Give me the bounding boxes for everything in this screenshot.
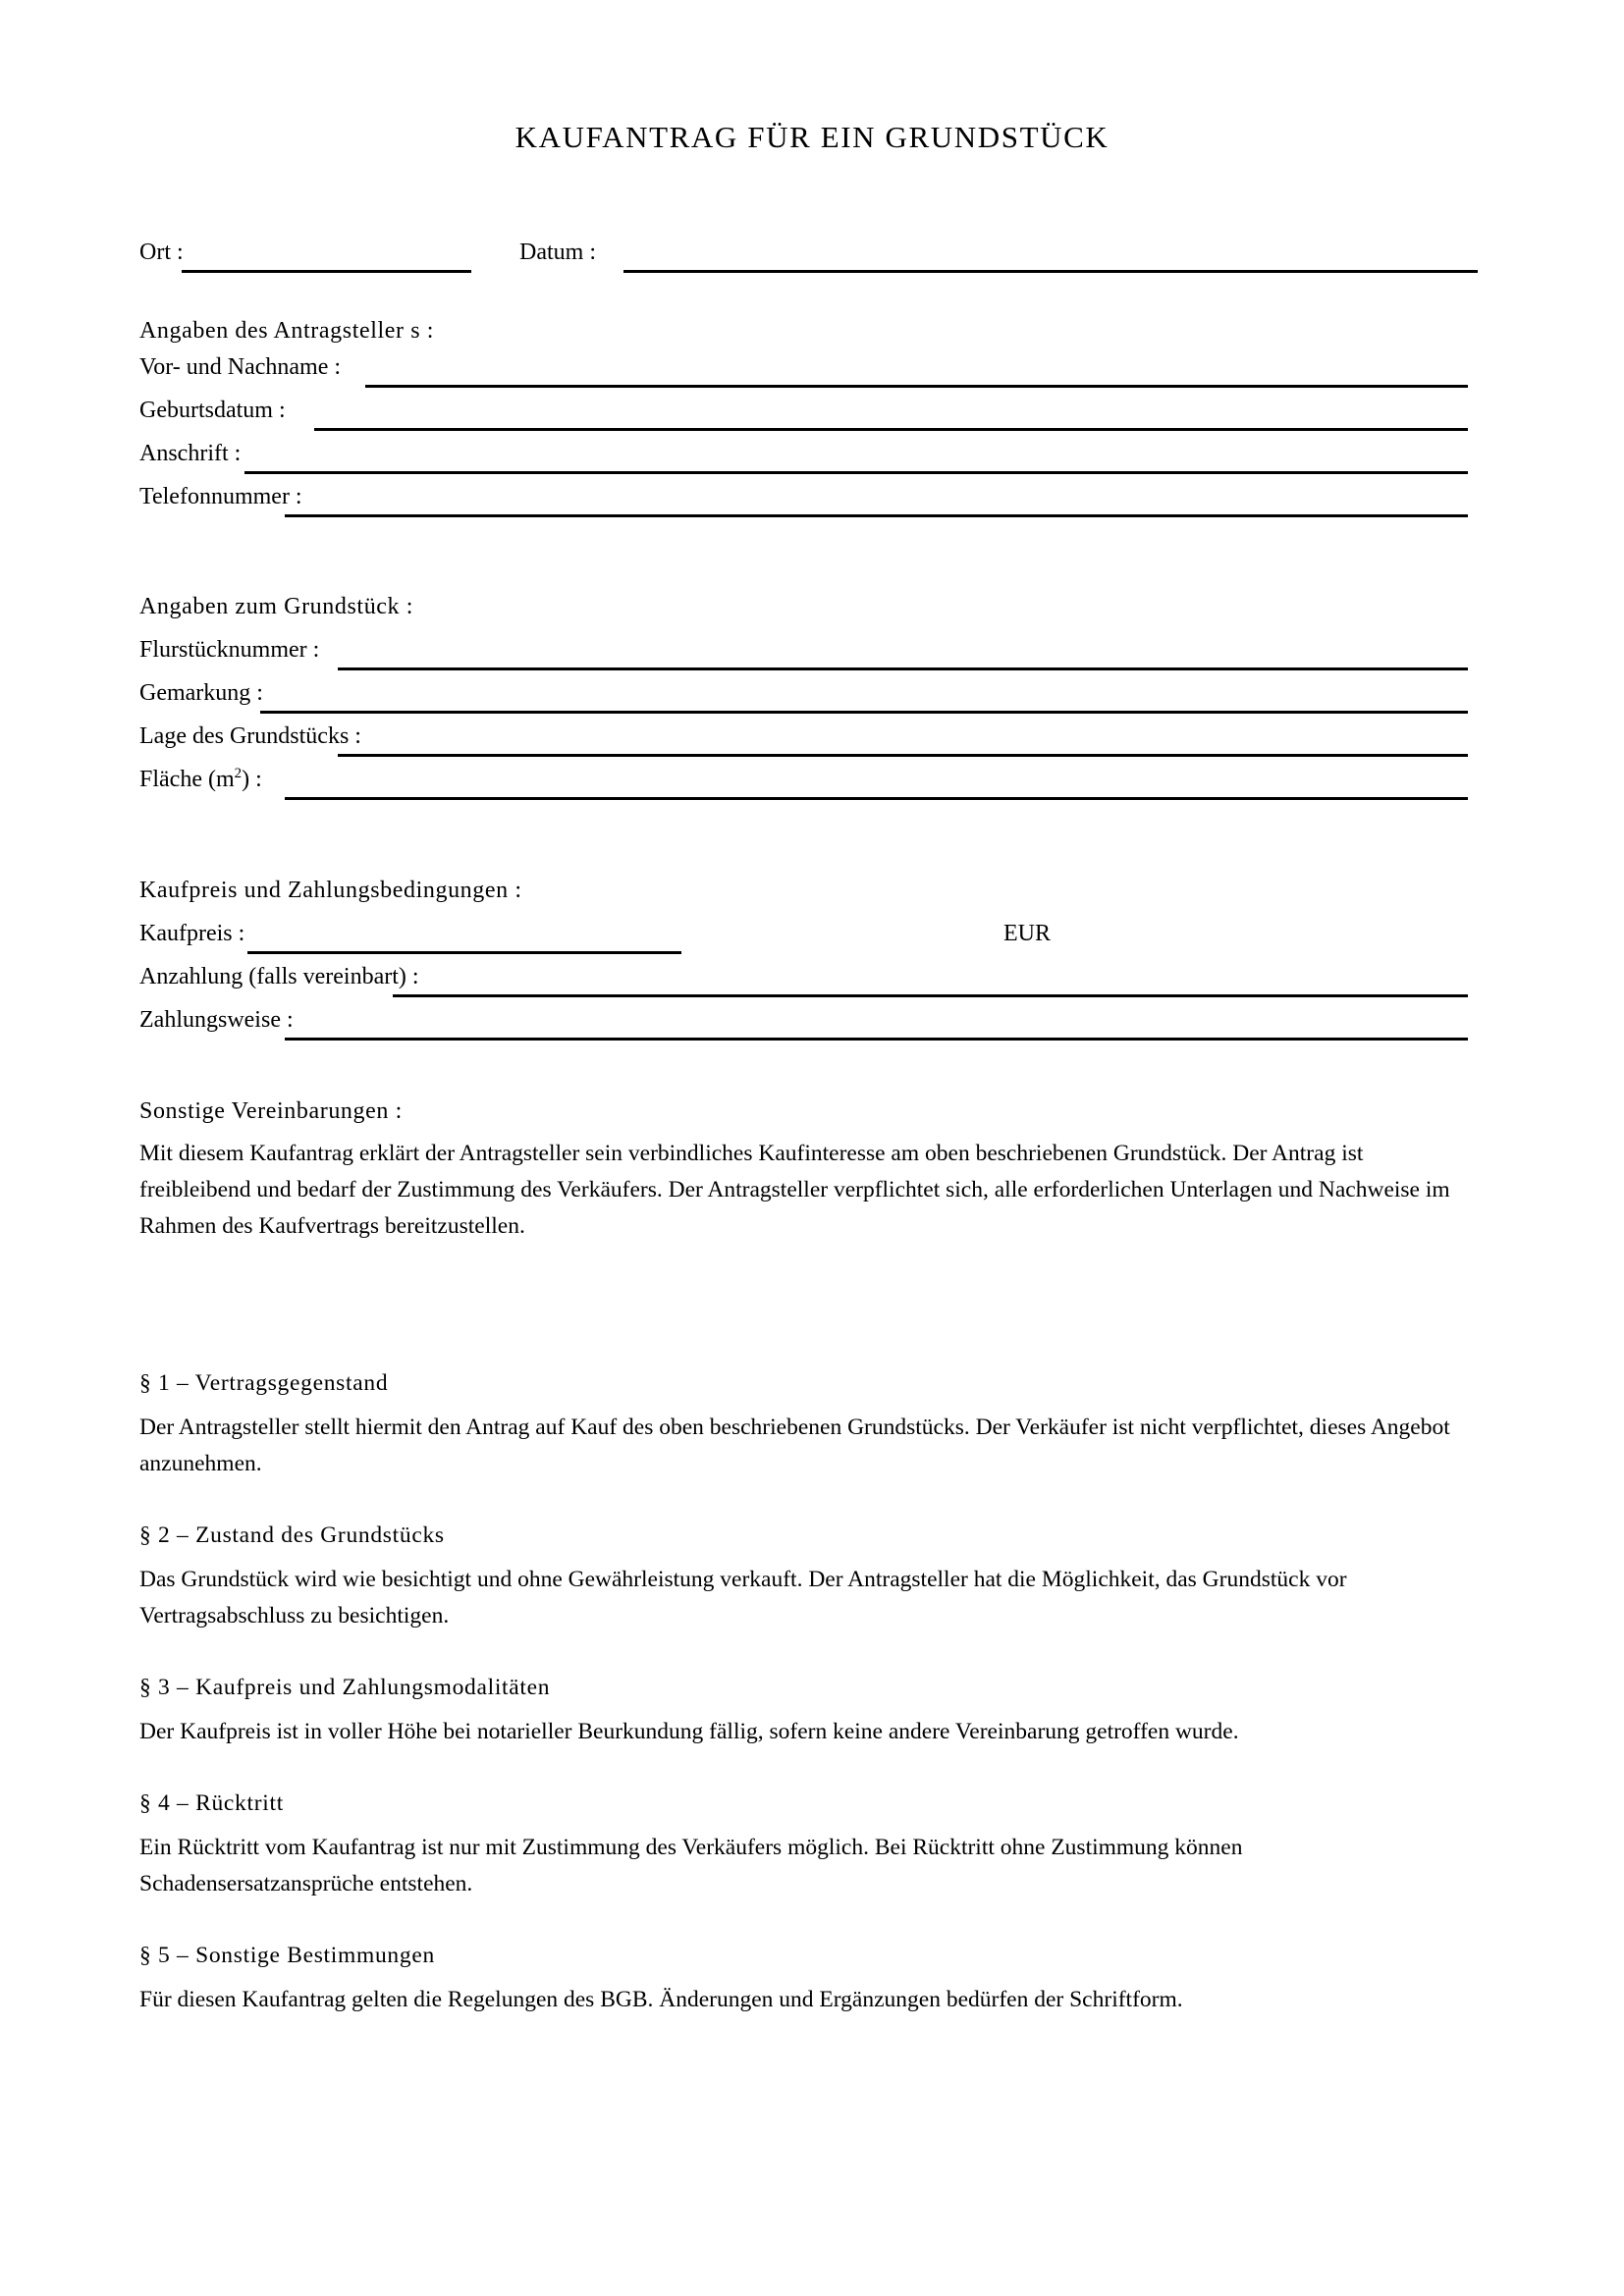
input-parcel-number[interactable] xyxy=(338,667,1468,670)
label-location: Lage des Grundstücks : xyxy=(139,723,361,749)
label-birthdate: Geburtsdatum : xyxy=(139,398,286,423)
input-birthdate[interactable] xyxy=(314,428,1468,431)
input-ort[interactable] xyxy=(182,270,471,273)
input-purchase-price[interactable] xyxy=(247,951,681,954)
field-row-area xyxy=(139,763,1468,796)
input-district[interactable] xyxy=(260,711,1468,714)
clause-heading-2: § 2 – Zustand des Grundstücks xyxy=(139,1522,445,1548)
clause-body-5: Für diesen Kaufantrag gelten die Regelungen des BGB. Änderungen und Ergänzungen bedürfen der Schriftform. xyxy=(139,1987,1183,2012)
field-row-full-name xyxy=(139,350,1468,384)
section-heading-applicant: Angaben des Antragsteller s : xyxy=(139,318,434,344)
clause-heading-3: § 3 – Kaufpreis und Zahlungsmodalitäten xyxy=(139,1675,551,1700)
input-location[interactable] xyxy=(338,754,1468,757)
field-row-purchase-price xyxy=(139,917,1121,950)
field-row-payment-method xyxy=(139,1003,1468,1037)
label-ort: Ort : xyxy=(139,240,184,265)
input-address[interactable] xyxy=(244,471,1468,474)
field-row-down-payment xyxy=(139,960,1468,993)
label-area xyxy=(139,763,262,796)
field-row-district xyxy=(139,676,1468,710)
label-phone: Telefonnummer : xyxy=(139,484,302,509)
section-heading-property: Angaben zum Grundstück : xyxy=(139,594,414,619)
clause-body-1: Der Antragsteller stellt hiermit den Antrag auf Kauf des oben beschriebenen Grundstücks. Der Verkäufer ist nicht verpflichtet, dieses Angebot anzunehmen. xyxy=(139,1415,1450,1476)
agreements-body-text: Mit diesem Kaufantrag erklärt der Antragsteller sein verbindliches Kaufinteresse am oben beschriebenen Grundstück. Der Antrag ist freibleibend und bedarf der Zustimmung des Verkäufers. Der Antragsteller verpflichtet sich, alle erforderlichen Unterlagen und Nachweise im Rahmen des Kaufvertrags bereitzustellen. xyxy=(139,1141,1450,1239)
input-payment-method[interactable] xyxy=(285,1038,1468,1041)
label-parcel-number: Flurstücknummer : xyxy=(139,637,320,663)
field-row-phone xyxy=(139,480,1468,513)
clause-heading-1: § 1 – Vertragsgegenstand xyxy=(139,1370,389,1396)
label-area-suffix: ) : xyxy=(242,767,262,792)
input-full-name[interactable] xyxy=(365,385,1468,388)
label-down-payment: Anzahlung (falls vereinbart) : xyxy=(139,964,419,989)
label-full-name: Vor- und Nachname : xyxy=(139,354,342,380)
page-title: KAUFANTRAG FÜR EIN GRUNDSTÜCK xyxy=(514,120,1110,154)
section-heading-price: Kaufpreis und Zahlungsbedingungen : xyxy=(139,878,522,903)
label-address: Anschrift : xyxy=(139,441,242,466)
section-heading-agreements: Sonstige Vereinbarungen : xyxy=(139,1098,403,1124)
clause-heading-5: § 5 – Sonstige Bestimmungen xyxy=(139,1943,435,1968)
field-row-ort xyxy=(139,236,473,269)
clause-body-4: Ein Rücktritt vom Kaufantrag ist nur mit Zustimmung des Verkäufers möglich. Bei Rücktritt ohne Zustimmung können Schadensersatzansprüche entstehen. xyxy=(139,1835,1243,1896)
label-datum: Datum : xyxy=(519,240,596,265)
clause-heading-4: § 4 – Rücktritt xyxy=(139,1790,284,1816)
field-row-datum xyxy=(519,236,1478,269)
field-row-address xyxy=(139,437,1468,470)
currency-label-eur: EUR xyxy=(1003,921,1051,946)
label-payment-method: Zahlungsweise : xyxy=(139,1007,294,1033)
label-area-prefix: Fläche (m xyxy=(139,767,235,792)
label-area-superscript: 2 xyxy=(234,766,243,781)
clause-body-2: Das Grundstück wird wie besichtigt und ohne Gewährleistung verkauft. Der Antragsteller hat die Möglichkeit, das Grundstück vor Vertragsabschluss zu besichtigen. xyxy=(139,1567,1347,1629)
field-row-parcel-number xyxy=(139,633,1468,667)
input-down-payment[interactable] xyxy=(393,994,1468,997)
field-row-birthdate xyxy=(139,394,1468,427)
input-phone[interactable] xyxy=(285,514,1468,517)
input-datum[interactable] xyxy=(623,270,1478,273)
label-district: Gemarkung : xyxy=(139,680,263,706)
field-row-location xyxy=(139,720,1468,753)
clause-body-3: Der Kaufpreis ist in voller Höhe bei notarieller Beurkundung fällig, sofern keine andere Vereinbarung getroffen wurde. xyxy=(139,1719,1239,1744)
input-area[interactable] xyxy=(285,797,1468,800)
label-purchase-price: Kaufpreis : xyxy=(139,921,245,946)
